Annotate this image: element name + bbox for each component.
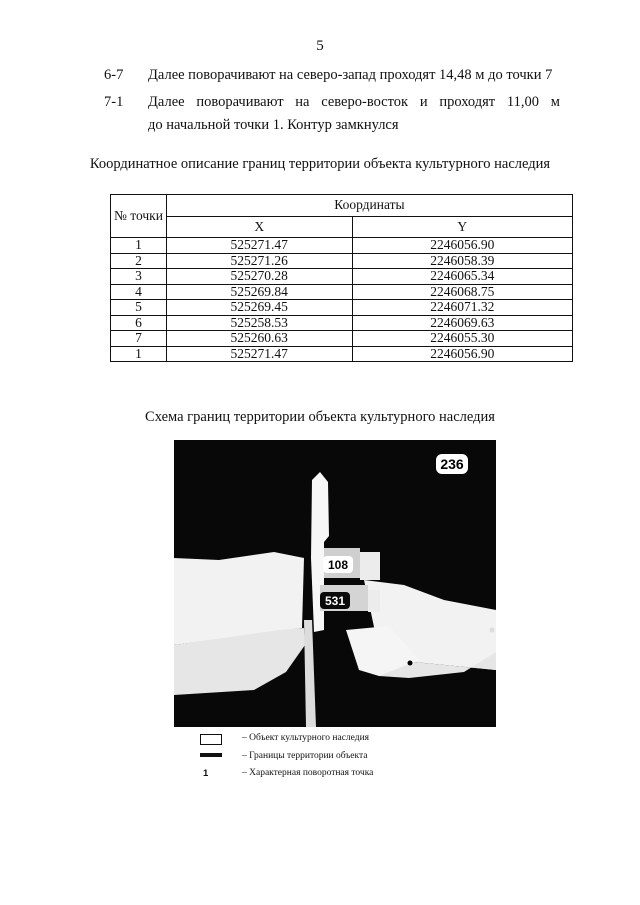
coord-x: 525271.47	[166, 346, 352, 362]
parcel-label-531: 531	[324, 594, 346, 608]
segment-id: 7-1	[104, 94, 124, 110]
point-number: 3	[111, 269, 167, 285]
word: северо-восток	[321, 94, 409, 110]
coord-y: 2246071.32	[352, 300, 573, 316]
header-x: X	[166, 217, 352, 238]
segment-text-line	[148, 93, 560, 111]
table-row	[111, 300, 573, 316]
coord-x: 525269.84	[166, 284, 352, 300]
segment-text: Далее поворачивают на северо-запад проходят 14,48 м до точки 7	[148, 67, 553, 83]
coord-x: 525271.26	[166, 253, 352, 269]
parcel-label-236: 236	[440, 456, 464, 472]
segment-continuation: до начальной точки 1. Контур замкнулся	[148, 117, 399, 133]
word: 11,00	[506, 94, 539, 110]
coord-x: 525258.53	[166, 315, 352, 331]
coord-x: 525271.47	[166, 238, 352, 254]
coord-x: 525270.28	[166, 269, 352, 285]
point-number: 7	[111, 331, 167, 347]
legend-point-text: – Характерная поворотная точка	[242, 768, 374, 778]
turning-point-marker	[490, 628, 495, 633]
table-row	[111, 253, 573, 269]
word: поворачивают	[196, 94, 284, 110]
table-row	[111, 269, 573, 285]
building-block	[368, 590, 380, 612]
legend-object-text: – Объект культурного наследия	[242, 733, 370, 743]
table-row	[111, 331, 573, 347]
coord-y: 2246056.90	[352, 346, 573, 362]
coord-y: 2246069.63	[352, 315, 573, 331]
coord-y: 2246055.30	[352, 331, 573, 347]
point-number: 4	[111, 284, 167, 300]
object-symbol	[200, 734, 222, 745]
coord-y: 2246068.75	[352, 284, 573, 300]
word: на	[295, 94, 310, 110]
word: Далее	[148, 94, 185, 110]
coord-y: 2246056.90	[352, 238, 573, 254]
map-drawing	[174, 440, 496, 727]
coord-y: 2246058.39	[352, 253, 573, 269]
legend-boundary-text: – Границы территории объекта	[242, 751, 368, 761]
word: и	[419, 94, 428, 110]
coord-x: 525260.63	[166, 331, 352, 347]
coord-y: 2246065.34	[352, 269, 573, 285]
point-number: 1	[111, 238, 167, 254]
word: м	[550, 94, 560, 110]
table-row	[111, 346, 573, 362]
header-coordinates: Координаты	[166, 195, 572, 217]
point-symbol: 1	[203, 768, 209, 779]
coordinates-table	[110, 194, 573, 362]
word: проходят	[439, 94, 496, 110]
point-number: 2	[111, 253, 167, 269]
building-block	[360, 552, 380, 580]
scheme-title: Схема границ территории объекта культурного наследия	[145, 409, 495, 425]
point-number: 6	[111, 315, 167, 331]
point-number: 1	[111, 346, 167, 362]
parcel-label-108: 108	[327, 558, 349, 572]
boundary-scheme-map	[174, 440, 496, 727]
page-number: 5	[316, 38, 324, 54]
table-row	[111, 315, 573, 331]
turning-point-marker	[408, 661, 413, 666]
segment-id: 6-7	[104, 67, 124, 83]
point-number: 5	[111, 300, 167, 316]
header-y: Y	[352, 217, 573, 238]
table-row	[111, 238, 573, 254]
table-row	[111, 284, 573, 300]
header-point-number: № точки	[111, 195, 167, 238]
boundary-symbol	[200, 753, 222, 757]
coord-x: 525269.45	[166, 300, 352, 316]
table-title: Координатное описание границ территории объекта культурного наследия	[89, 156, 551, 172]
